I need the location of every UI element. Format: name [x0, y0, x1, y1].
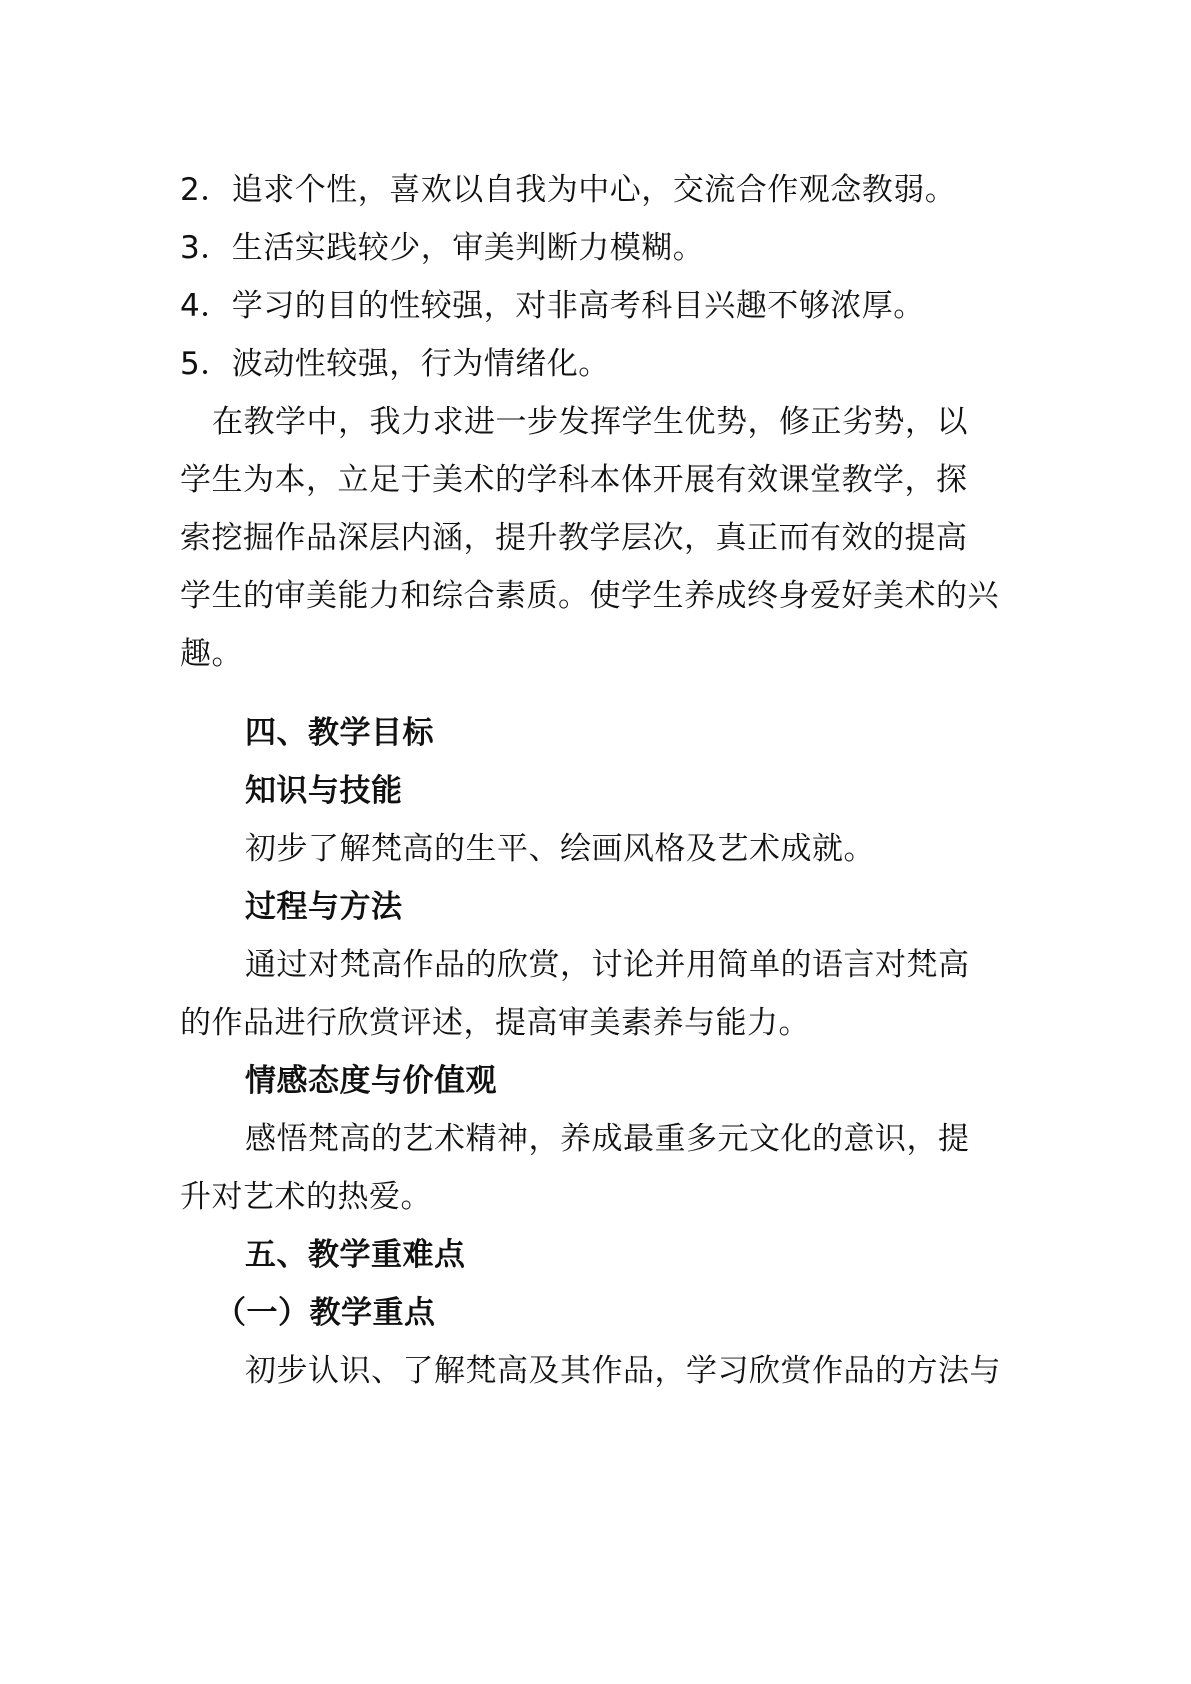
subsection-heading: 情感态度与价值观 — [245, 1063, 497, 1099]
paragraph-line: 索挖掘作品深层内涵，提升教学层次，真正而有效的提高 — [180, 520, 968, 556]
list-item-2: 2．追求个性，喜欢以自我为中心，交流合作观念教弱。 — [180, 172, 957, 208]
paragraph-line: 学生为本，立足于美术的学科本体开展有效课堂教学，探 — [180, 462, 968, 498]
section-heading: 五、教学重难点 — [245, 1237, 466, 1273]
list-item-3: 3．生活实践较少，审美判断力模糊。 — [180, 230, 705, 266]
section-heading: 四、教学目标 — [245, 715, 434, 751]
list-item-5: 5．波动性较强，行为情绪化。 — [180, 346, 610, 382]
paragraph-line: 初步了解梵高的生平、绘画风格及艺术成就。 — [245, 831, 875, 867]
paragraph-line: 升对艺术的热爱。 — [180, 1179, 432, 1215]
subsection-heading: 知识与技能 — [245, 773, 403, 809]
paragraph-line: 学生的审美能力和综合素质。使学生养成终身爱好美术的兴 — [180, 578, 999, 614]
paragraph-line: 在教学中，我力求进一步发挥学生优势，修正劣势，以 — [212, 404, 968, 440]
subsection-heading: 过程与方法 — [245, 889, 403, 925]
paragraph-line: 初步认识、了解梵高及其作品，学习欣赏作品的方法与 — [245, 1353, 1001, 1389]
paragraph-line: 通过对梵高作品的欣赏，讨论并用简单的语言对梵高 — [245, 947, 970, 983]
list-item-4: 4．学习的目的性较强，对非高考科目兴趣不够浓厚。 — [180, 288, 925, 324]
subsection-heading: （一）教学重点 — [215, 1295, 436, 1331]
paragraph-line: 趣。 — [180, 636, 243, 672]
paragraph-line: 的作品进行欣赏评述，提高审美素养与能力。 — [180, 1005, 810, 1041]
paragraph-line: 感悟梵高的艺术精神，养成最重多元文化的意识，提 — [245, 1121, 970, 1157]
